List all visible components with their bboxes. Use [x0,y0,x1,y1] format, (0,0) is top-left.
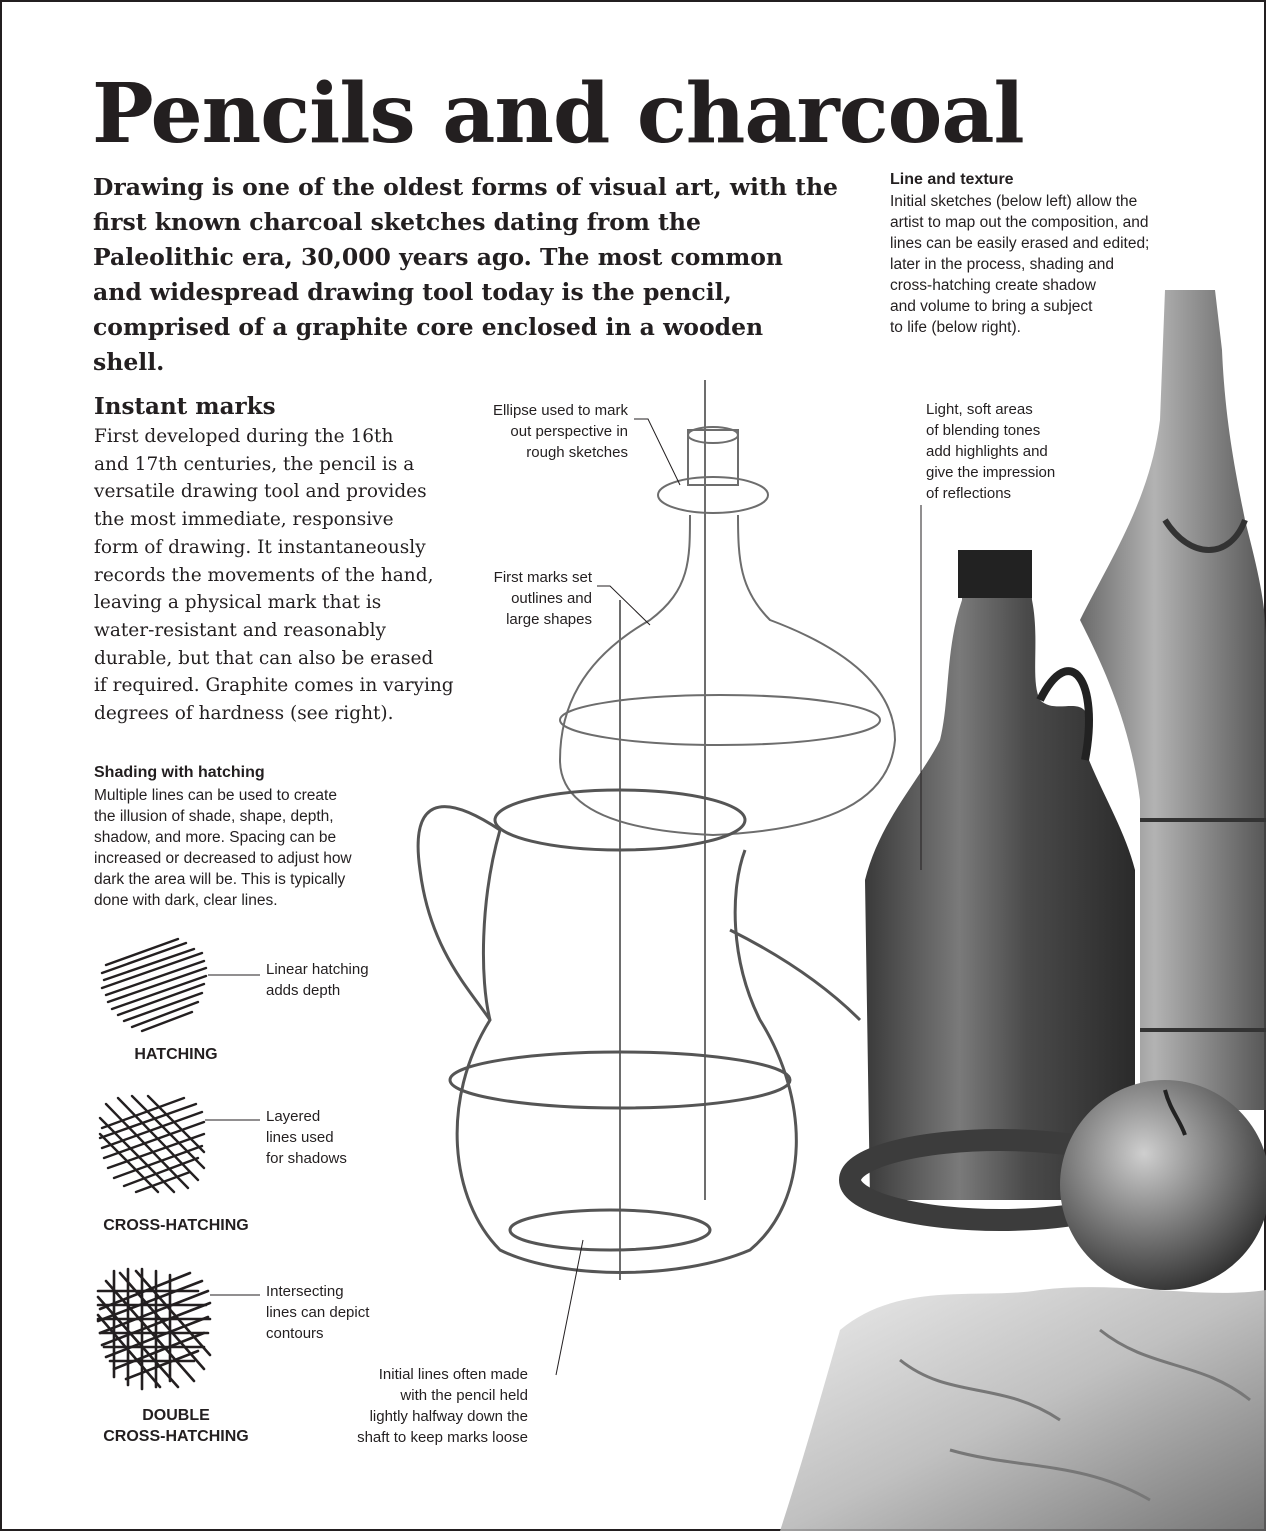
shading-text: Multiple lines can be used to create the illusion of shade, shape, depth, shadow, and more. Spacing can be increased or decreased to adjust how dark the area will be. This is typically done with dark, clear lines. [94,787,352,909]
instant-marks-text: First developed during the 16th and 17th centuries, the pencil is a versatile drawing tool and provides the most immediate, responsive form of drawing. It instantaneously records the movements of the hand, leaving a physical mark that is water-resistant and reasonably durable, but that can also be erased if required. Graphite comes in varying degrees of hardness (see right). [94,426,454,725]
ellipse-callout: Ellipse used to mark out perspective in rough sketches [492,402,628,461]
dark-bottle-shape [865,555,1135,1200]
double-cross-hatching-note: Intersecting lines can depict contours [266,1283,370,1342]
hatching-swatch [98,935,210,1035]
sketched-jug-shape [418,790,860,1273]
light-areas-callout: Light, soft areas of blending tones add highlights and give the impression of reflections [926,401,1056,502]
hatching-note: Linear hatching adds depth [266,961,369,999]
intro-paragraph: Drawing is one of the oldest forms of visual art, with the first known charcoal sketches dating from the Paleolithic era, 30,000 years ago. The most common and widespread drawing tool today is the pencil, comprised of a graphite core enclosed in a wooden shell. [93,173,839,376]
line-and-texture-heading: Line and texture [890,171,1014,188]
sketched-bottle-shape [560,380,895,1280]
cross-hatching-label: CROSS-HATCHING [103,1217,249,1234]
double-cross-hatching-swatch [94,1265,214,1393]
apple-shape [1060,1080,1266,1290]
cross-hatching-swatch [96,1090,208,1198]
cross-hatching-note: Layered lines used for shadows [266,1108,347,1167]
page-title: Pencils and charcoal [92,66,1024,162]
double-cross-hatching-label: DOUBLE CROSS-HATCHING [103,1407,249,1445]
initial-lines-callout: Initial lines often made with the pencil held lightly halfway down the shaft to keep marks loose [357,1366,528,1446]
instant-marks-heading: Instant marks [94,393,276,420]
hatching-label: HATCHING [134,1046,218,1063]
cloth-shape [780,1287,1266,1531]
shading-heading: Shading with hatching [94,764,265,781]
line-and-texture-text: Initial sketches (below left) allow the artist to map out the composition, and lines can be easily erased and edited; later in the process, shading and cross-hatching create shadow and volume to bring a subject to life (below right). [890,193,1150,336]
first-marks-callout: First marks set outlines and large shapes [493,569,592,628]
